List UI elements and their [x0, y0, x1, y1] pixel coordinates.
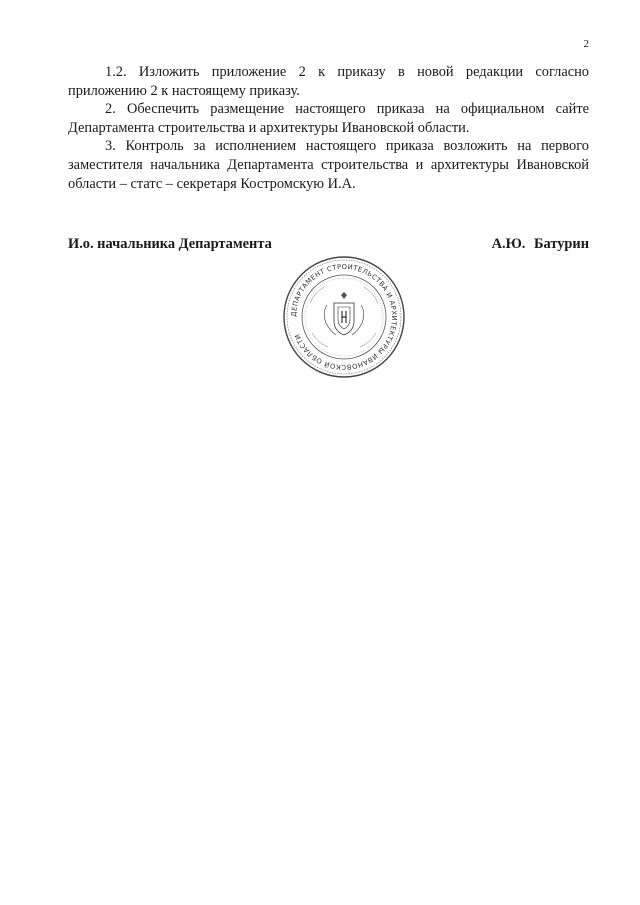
order-body	[68, 63, 589, 193]
page-number: 2	[583, 38, 589, 50]
official-seal	[282, 255, 406, 379]
paragraph-2: 2. Обеспечить размещение настоящего приказа на официальном сайте Департамента строительства и архитектуры Ивановской области.	[68, 101, 589, 136]
seal-outer-text: ДЕПАРТАМЕНТ СТРОИТЕЛЬСТВА И АРХИТЕКТУРЫ ИВАНОВСКОЙ ОБЛАСТИ	[289, 262, 399, 372]
signatory-name: А.Ю. Батурин	[491, 236, 589, 252]
seal-stamp-icon	[282, 255, 406, 379]
paragraph-3: 3. Контроль за исполнением настоящего приказа возложить на первого заместителя начальника Департамента строительства и архитектуры Ивановской области – статс – секретаря Костромскую И.А.	[68, 138, 589, 192]
signatory-position: И.о. начальника Департамента	[68, 236, 272, 252]
coat-of-arms-icon	[324, 292, 364, 335]
paragraph-1-2: 1.2. Изложить приложение 2 к приказу в новой редакции согласно приложению 2 к настоящему приказу.	[68, 64, 589, 99]
signature-block	[68, 236, 589, 253]
